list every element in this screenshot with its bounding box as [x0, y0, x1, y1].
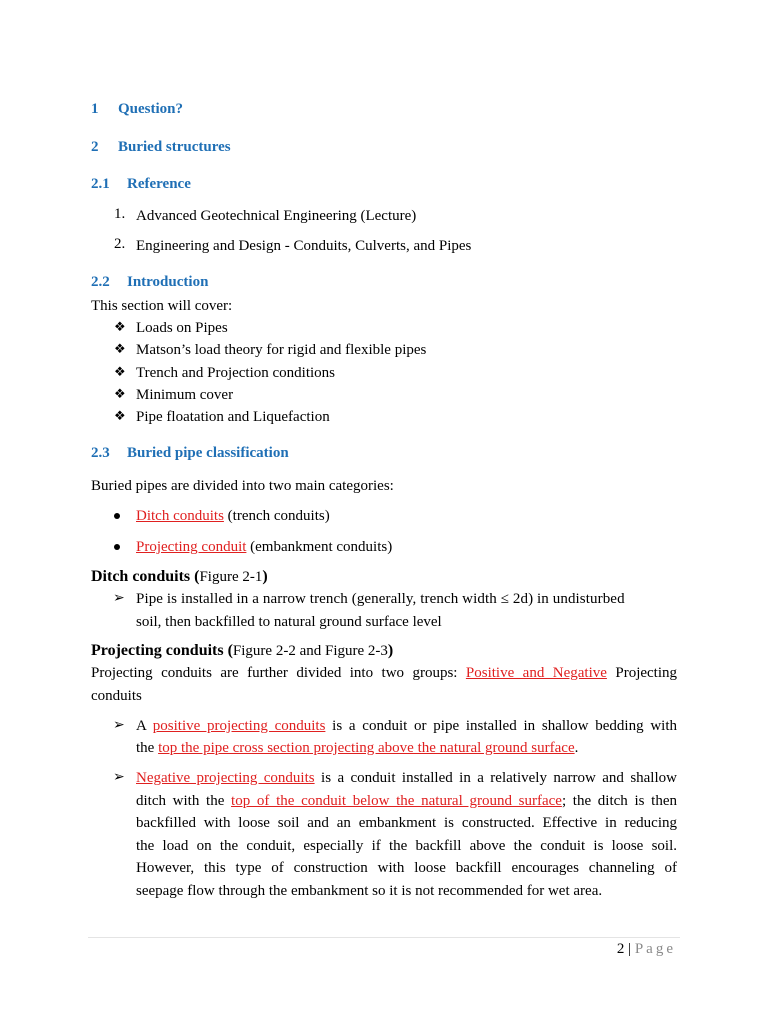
heading-reference: 2.1 Reference [91, 176, 191, 192]
projecting-line-2: conduits [91, 688, 142, 704]
classification-item: Projecting conduit (embankment conduits) [136, 539, 393, 555]
page-label: Page [634, 941, 676, 957]
projecting-conduits-title: Projecting conduits (Figure 2-2 and Figure 2-3) [91, 642, 394, 659]
arrow-bullet-icon: ➢ [113, 591, 125, 606]
classification-item: Ditch conduits (trench conduits) [136, 508, 330, 524]
intro-item: Matson’s load theory for rigid and flexible pipes [136, 342, 427, 358]
figure-ref: Figure 2-1 [199, 569, 263, 585]
intro-item: Loads on Pipes [136, 320, 228, 336]
reference-item: Advanced Geotechnical Engineering (Lecture) [136, 208, 417, 224]
round-bullet-icon [114, 544, 120, 550]
classification-lead: Buried pipes are divided into two main categories: [91, 478, 394, 494]
round-bullet-icon [114, 513, 120, 519]
negative-projecting-link[interactable]: Negative projecting conduits [136, 770, 315, 786]
top-conduit-link[interactable]: top of the conduit below the natural ground surface [231, 793, 562, 809]
figure-ref: Figure 2-2 and Figure 2-3 [232, 643, 388, 659]
positive-line-1: A positive projecting conduits is a conduit or pipe installed in shallow bedding with [136, 718, 678, 734]
positive-line-2: the top the pipe cross section projecting above the natural ground surface. [136, 740, 579, 756]
intro-item: Pipe floatation and Liquefaction [136, 409, 330, 425]
negative-line-1: Negative projecting conduits is a conduit installed in a relatively narrow and shallow [136, 770, 677, 786]
arrow-bullet-icon: ➢ [113, 718, 125, 733]
projecting-conduit-link[interactable]: Projecting conduit [136, 539, 247, 555]
page-number: 2 [616, 941, 625, 957]
ditch-line-1: Pipe is installed in a narrow trench (generally, trench width ≤ 2d) in undisturbed [136, 591, 625, 607]
page-footer: 2 | Page [616, 941, 676, 957]
heading-buried-structures: 2 Buried structures [91, 139, 231, 155]
footer-divider [88, 937, 680, 938]
diamond-bullet-icon: ❖ [114, 341, 126, 356]
intro-item: Trench and Projection conditions [136, 365, 336, 381]
arrow-bullet-icon: ➢ [113, 770, 125, 785]
ditch-line-2: soil, then backfilled to natural ground surface level [136, 614, 442, 630]
negative-line-2: ditch with the top of the conduit below the natural ground surface; the ditch is then [136, 793, 677, 809]
intro-lead: This section will cover: [91, 298, 233, 314]
negative-line-3: backfilled with loose soil and an embankment is constructed. Effective in reducing [136, 815, 677, 831]
ditch-conduits-title: Ditch conduits (Figure 2-1) [91, 568, 268, 585]
heading-question: 1 Question? [91, 101, 184, 117]
diamond-bullet-icon: ❖ [114, 386, 126, 401]
diamond-bullet-icon: ❖ [114, 319, 126, 334]
positive-negative-link[interactable]: Positive and Negative [465, 665, 607, 681]
heading-classification: 2.3 Buried pipe classification [91, 445, 289, 461]
intro-item: Minimum cover [136, 387, 234, 403]
top-pipe-link[interactable]: top the pipe cross section projecting above the natural ground surface [158, 740, 575, 756]
negative-line-4: the load on the conduit, especially if the backfill above the conduit is loose soil. [136, 838, 677, 854]
negative-line-5: However, this type of construction with loose backfill encourages channeling of [136, 860, 677, 876]
diamond-bullet-icon: ❖ [114, 364, 126, 379]
reference-item: Engineering and Design - Conduits, Culverts, and Pipes [136, 238, 472, 254]
reference-number: 2. [114, 236, 126, 252]
heading-introduction: 2.2 Introduction [91, 274, 209, 290]
ditch-conduits-link[interactable]: Ditch conduits [136, 508, 224, 524]
projecting-line-1: Projecting conduits are further divided into two groups: Positive and Negative Projecting [91, 665, 678, 681]
diamond-bullet-icon: ❖ [114, 408, 126, 423]
positive-projecting-link[interactable]: positive projecting conduits [152, 718, 326, 734]
reference-number: 1. [114, 206, 126, 222]
negative-line-6: seepage flow through the embankment so it is not recommended for wet area. [136, 883, 603, 899]
